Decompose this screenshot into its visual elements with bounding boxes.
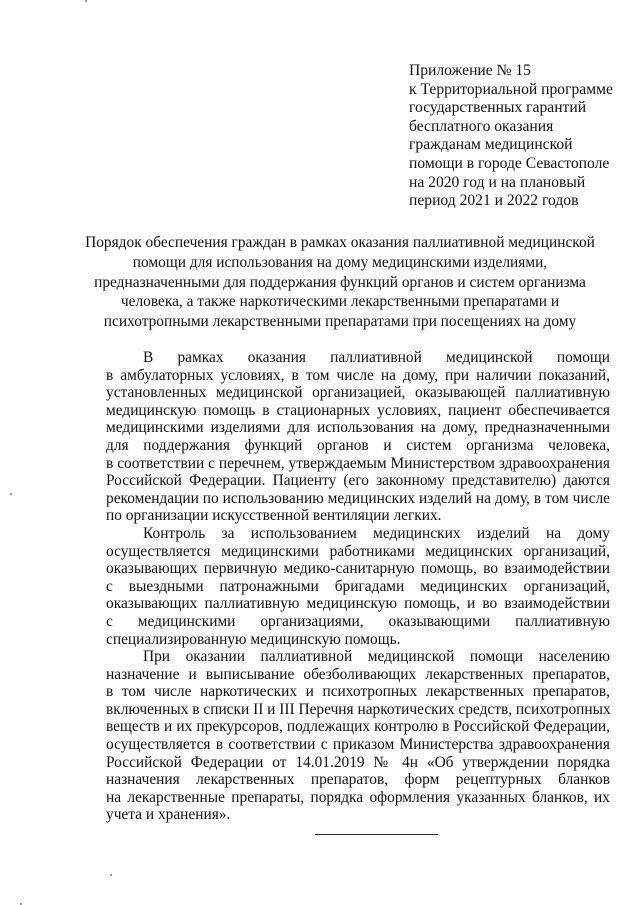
- title-line: человека, а также наркотическими лекарственными препаратами и: [120, 293, 560, 311]
- appendix-line: помощи в городе Севастополе: [409, 154, 610, 172]
- body-line: с выездными патронажными бригадами медицинских организаций,: [106, 577, 610, 595]
- body-line: веществ и их прекурсоров, подлежащих контролю в Российской Федерации,: [106, 718, 610, 736]
- appendix-line: период 2021 и 2022 годов: [409, 192, 579, 210]
- paragraph-1: [106, 349, 610, 525]
- body-line: При оказании паллиативной медицинской помощи населению: [143, 648, 610, 666]
- body-line: Российской Федерации. Пациенту (его законному представителю) даются: [106, 472, 610, 490]
- body-line: с медицинскими организациями, оказывающими паллиативную: [106, 612, 610, 630]
- appendix-line: к Территориальной программе: [409, 80, 613, 98]
- document-title: [60, 233, 620, 332]
- paragraph-3: [106, 648, 610, 824]
- body-line: учета и хранения».: [106, 806, 231, 824]
- title-line: помощи для использования на дому медицинскими изделиями,: [132, 253, 548, 271]
- end-separator-line: [315, 834, 438, 835]
- body-line: в том числе наркотических и психотропных лекарственных препаратов,: [106, 683, 610, 701]
- appendix-line: государственных гарантий: [409, 99, 587, 117]
- body-line: включенных в списки II и III Перечня наркотических средств, психотропных: [106, 700, 611, 718]
- body-line: для поддержания функций органов и систем организма человека,: [106, 436, 610, 454]
- body-line: медицинскими изделиями для использования на дому, предназначенными: [106, 419, 610, 437]
- body-line: на лекарственные препараты, порядка оформления указанных бланков, их: [106, 788, 610, 806]
- body-line: назначения лекарственных препаратов, форм рецептурных бланков: [106, 771, 610, 789]
- body-line: осуществляется в соответствии с приказом Министерства здравоохранения: [106, 736, 610, 754]
- scan-speck: [85, 0, 87, 2]
- paragraph-2: [106, 525, 610, 648]
- title-line: предназначенными для поддержания функций органов и систем организма: [94, 273, 586, 291]
- body-line: назначение и выписывание обезболивающих лекарственных препаратов,: [106, 665, 610, 683]
- body-line: Контроль за использованием медицинских изделий на дому: [143, 524, 610, 542]
- document-body: [106, 349, 610, 824]
- body-line: оказывающих первичную медико-санитарную помощь, во взаимодействии: [106, 560, 610, 578]
- title-line: Порядок обеспечения граждан в рамках оказания паллиативной медицинской: [85, 234, 595, 251]
- body-line: оказывающих паллиативную медицинскую помощь, и во взаимодействии: [106, 595, 610, 613]
- body-line: В рамках оказания паллиативной медицинской помощи: [143, 349, 610, 366]
- body-line: медицинскую помощь в стационарных условиях, пациент обеспечивается: [106, 401, 610, 419]
- body-line: осуществляется медицинскими работниками медицинских организаций,: [106, 542, 610, 560]
- body-line: в соответствии с перечнем, утверждаемым Министерством здравоохранения: [106, 454, 610, 472]
- scan-speck: [10, 493, 12, 495]
- appendix-header: [409, 62, 624, 211]
- body-line: специализированную медицинскую помощь.: [106, 630, 401, 648]
- body-line: Российской Федерации от 14.01.2019 № 4н «Об утверждении порядка: [106, 753, 610, 771]
- title-line: психотропными лекарственными препаратами при посещениях на дому: [103, 313, 577, 331]
- body-line: рекомендации по использованию медицинских изделий на дому, в том числе: [106, 489, 610, 507]
- appendix-line: на 2020 год и на плановый: [409, 173, 586, 191]
- scan-speck: [110, 874, 112, 876]
- appendix-line: гражданам медицинской: [409, 136, 573, 154]
- appendix-line: бесплатного оказания: [409, 117, 554, 135]
- body-line: в амбулаторных условиях, в том числе на дому, при наличии показаний,: [106, 366, 610, 384]
- body-line: по организации искусственной вентиляции легких.: [106, 507, 442, 525]
- appendix-line: Приложение № 15: [409, 62, 531, 79]
- body-line: установленных медицинской организацией, оказывающей паллиативную: [106, 384, 610, 402]
